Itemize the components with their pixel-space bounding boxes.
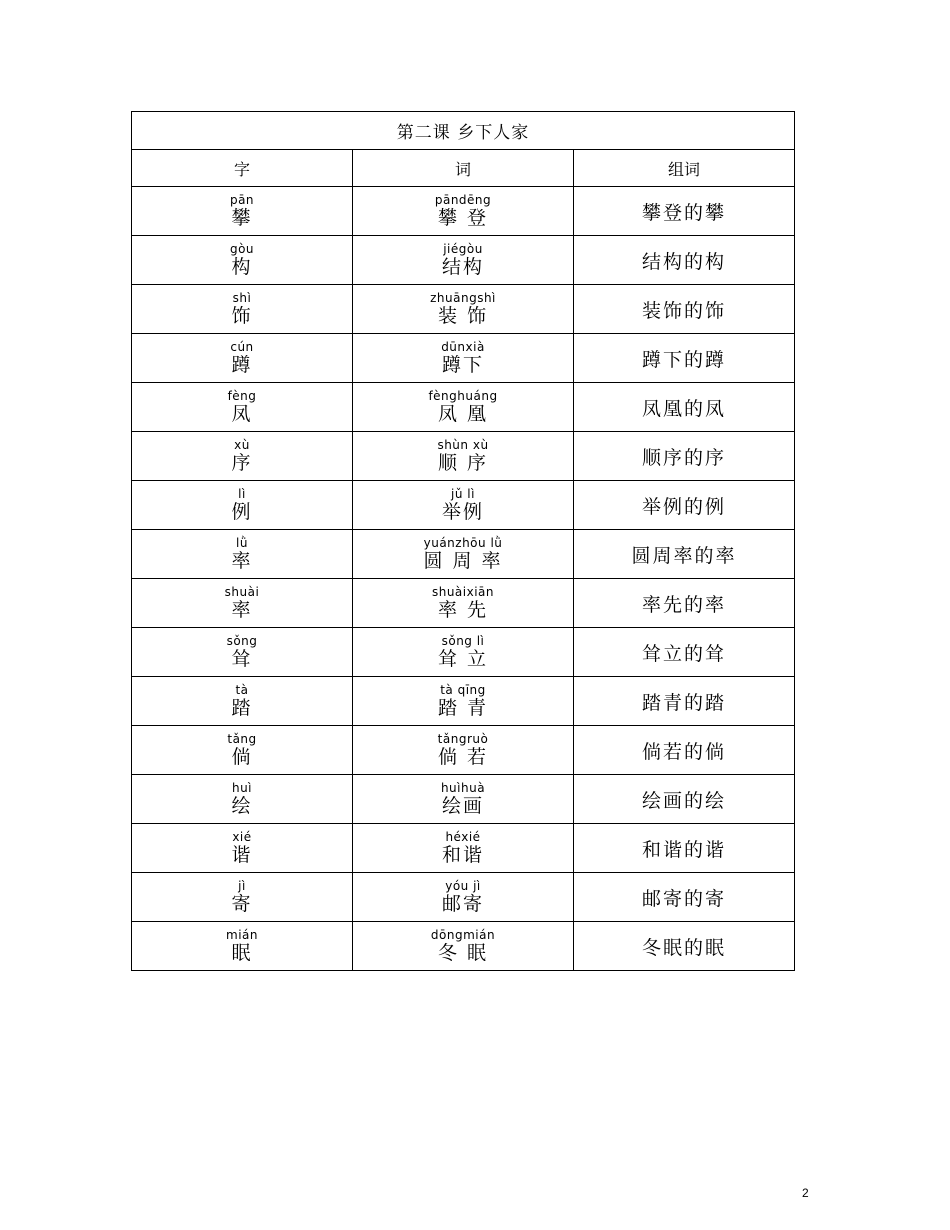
char-cell: [132, 334, 353, 383]
word-pinyin: dōngmián: [430, 927, 496, 942]
word-pinyin: huìhuà: [440, 780, 486, 795]
word-pinyin: shuàixiān: [431, 584, 495, 599]
word-hanzi: 邮寄: [441, 892, 484, 915]
word-hanzi: 率 先: [437, 598, 489, 621]
table-row: [132, 726, 795, 775]
char-hanzi: 寄: [231, 892, 253, 915]
word-cell: [353, 579, 574, 628]
word-hanzi: 和谐: [441, 843, 484, 866]
word-cell: [353, 775, 574, 824]
word-cell: [353, 383, 574, 432]
compound-cell: 圆周率的率: [574, 530, 795, 579]
word-cell: [353, 481, 574, 530]
char-cell: [132, 579, 353, 628]
char-hanzi: 耸: [231, 647, 253, 670]
char-hanzi: 率: [231, 598, 253, 621]
compound-cell: 举例的例: [574, 481, 795, 530]
compound-cell: 装饰的饰: [574, 285, 795, 334]
compound-cell: 率先的率: [574, 579, 795, 628]
compound-cell: 踏青的踏: [574, 677, 795, 726]
char-pinyin: sǒng: [226, 633, 258, 648]
char-hanzi: 眠: [231, 941, 253, 964]
word-hanzi: 耸 立: [437, 647, 489, 670]
word-pinyin: yuánzhōu lǜ: [423, 535, 503, 550]
char-hanzi: 凤: [231, 402, 253, 425]
column-header-compound: 组词: [574, 150, 795, 187]
char-pinyin: shuài: [224, 584, 260, 599]
char-cell: [132, 873, 353, 922]
char-hanzi: 构: [231, 255, 253, 278]
word-pinyin: jiégòu: [443, 241, 483, 256]
table-row: [132, 628, 795, 677]
word-pinyin: pāndēng: [434, 192, 492, 207]
word-cell: [353, 873, 574, 922]
compound-cell: 攀登的攀: [574, 187, 795, 236]
word-cell: [353, 236, 574, 285]
char-hanzi: 绘: [231, 794, 253, 817]
compound-cell: 蹲下的蹲: [574, 334, 795, 383]
compound-cell: 凤凰的凤: [574, 383, 795, 432]
char-hanzi: 攀: [231, 206, 253, 229]
word-hanzi: 圆 周 率: [423, 549, 503, 572]
word-pinyin: tǎngruò: [437, 731, 489, 746]
lesson-title: 第二课 乡下人家: [132, 112, 795, 150]
table-row: [132, 187, 795, 236]
compound-cell: 和谐的谐: [574, 824, 795, 873]
char-pinyin: fèng: [227, 388, 257, 403]
word-cell: [353, 824, 574, 873]
table-row: [132, 383, 795, 432]
word-pinyin: jǔ lì: [451, 486, 475, 501]
title-row: [132, 112, 795, 150]
word-pinyin: shùn xù: [437, 437, 489, 452]
char-hanzi: 例: [231, 500, 253, 523]
table-row: [132, 432, 795, 481]
char-cell: [132, 677, 353, 726]
word-cell: [353, 334, 574, 383]
char-pinyin: shì: [232, 290, 252, 305]
table-row: [132, 236, 795, 285]
char-cell: [132, 922, 353, 971]
column-header-char: 字: [132, 150, 353, 187]
char-pinyin: huì: [231, 780, 253, 795]
word-cell: [353, 285, 574, 334]
char-cell: [132, 383, 353, 432]
char-pinyin: tǎng: [227, 731, 257, 746]
table-row: [132, 530, 795, 579]
char-pinyin: cún: [230, 339, 254, 354]
header-row: [132, 150, 795, 187]
table-row: [132, 285, 795, 334]
word-hanzi: 绘画: [441, 794, 484, 817]
word-hanzi: 凤 凰: [437, 402, 489, 425]
word-cell: [353, 628, 574, 677]
char-pinyin: xié: [232, 829, 252, 844]
char-pinyin: jì: [238, 878, 246, 893]
word-hanzi: 踏 青: [437, 696, 489, 719]
word-pinyin: yóu jì: [445, 878, 481, 893]
char-pinyin: lǜ: [236, 535, 248, 550]
word-hanzi: 装 饰: [437, 304, 489, 327]
char-hanzi: 谐: [231, 843, 253, 866]
char-hanzi: 踏: [231, 696, 253, 719]
char-cell: [132, 775, 353, 824]
word-pinyin: tà qīng: [440, 682, 486, 697]
char-cell: [132, 628, 353, 677]
char-cell: [132, 285, 353, 334]
char-pinyin: mián: [226, 927, 258, 942]
word-hanzi: 攀 登: [437, 206, 489, 229]
table-row: [132, 334, 795, 383]
word-pinyin: zhuāngshì: [430, 290, 496, 305]
vocabulary-table: [131, 111, 795, 971]
word-cell: [353, 726, 574, 775]
word-cell: [353, 187, 574, 236]
word-hanzi: 顺 序: [437, 451, 489, 474]
table-row: [132, 873, 795, 922]
char-pinyin: lì: [238, 486, 246, 501]
page-number: 2: [802, 1186, 809, 1200]
table-row: [132, 677, 795, 726]
word-hanzi: 举例: [441, 500, 484, 523]
char-pinyin: gòu: [229, 241, 255, 256]
word-pinyin: fènghuáng: [428, 388, 498, 403]
table-row: [132, 824, 795, 873]
char-cell: [132, 481, 353, 530]
char-pinyin: tà: [235, 682, 249, 697]
table-row: [132, 481, 795, 530]
compound-cell: 绘画的绘: [574, 775, 795, 824]
char-pinyin: xù: [234, 437, 250, 452]
table-row: [132, 922, 795, 971]
vocabulary-rows: [132, 187, 795, 971]
word-cell: [353, 922, 574, 971]
char-hanzi: 饰: [231, 304, 253, 327]
word-hanzi: 蹲下: [441, 353, 484, 376]
word-pinyin: dūnxià: [441, 339, 485, 354]
compound-cell: 结构的构: [574, 236, 795, 285]
word-cell: [353, 432, 574, 481]
char-pinyin: pān: [229, 192, 255, 207]
char-cell: [132, 726, 353, 775]
char-cell: [132, 236, 353, 285]
char-hanzi: 序: [231, 451, 253, 474]
char-cell: [132, 187, 353, 236]
char-hanzi: 率: [231, 549, 253, 572]
compound-cell: 倘若的倘: [574, 726, 795, 775]
word-pinyin: sǒng lì: [441, 633, 485, 648]
char-cell: [132, 432, 353, 481]
char-hanzi: 倘: [231, 745, 253, 768]
compound-cell: 冬眠的眠: [574, 922, 795, 971]
word-cell: [353, 530, 574, 579]
word-hanzi: 倘 若: [437, 745, 489, 768]
column-header-word: 词: [353, 150, 574, 187]
word-pinyin: héxié: [445, 829, 481, 844]
compound-cell: 顺序的序: [574, 432, 795, 481]
table-row: [132, 775, 795, 824]
table-row: [132, 579, 795, 628]
char-hanzi: 蹲: [231, 353, 253, 376]
word-hanzi: 冬 眠: [437, 941, 489, 964]
compound-cell: 邮寄的寄: [574, 873, 795, 922]
word-hanzi: 结构: [441, 255, 484, 278]
char-cell: [132, 530, 353, 579]
char-cell: [132, 824, 353, 873]
word-cell: [353, 677, 574, 726]
compound-cell: 耸立的耸: [574, 628, 795, 677]
